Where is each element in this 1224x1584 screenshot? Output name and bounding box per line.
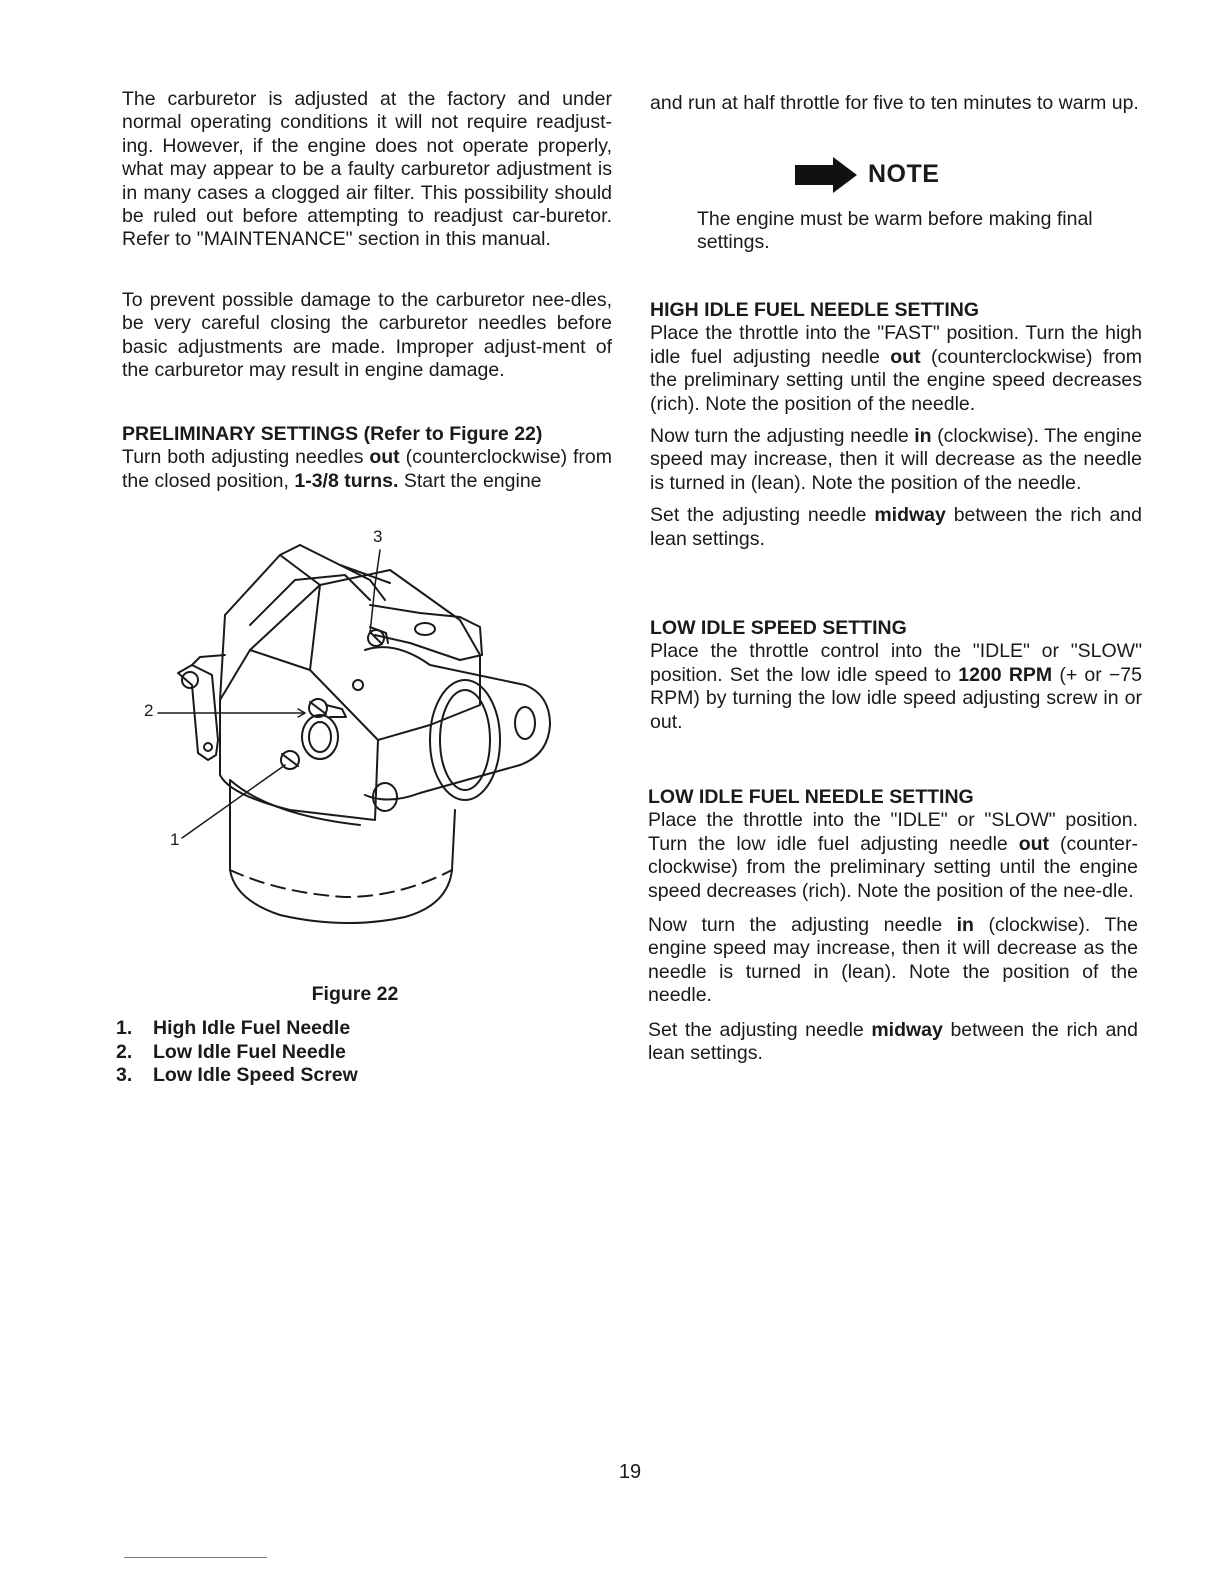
low-fuel-paragraph-1: Place the throttle into the "IDLE" or "SLOW" position. Turn the low idle fuel adjusting needle out (counter-clockwise) from the preliminary setting until the engine speed decreases (rich). Note the position of the nee-dle. bbox=[648, 809, 1138, 902]
low-fuel-paragraph-2: Now turn the adjusting needle in (clockwise). The engine speed may increase, then it will decrease as the needle is turned in (lean). Note the position of the needle. bbox=[648, 914, 1138, 1007]
low-speed-section bbox=[650, 617, 1142, 734]
prelim-section bbox=[122, 423, 612, 493]
callout-1: 1 bbox=[170, 830, 180, 849]
prelim-heading: PRELIMINARY SETTINGS (Refer to Figure 22) bbox=[122, 423, 543, 445]
continuation bbox=[650, 92, 1142, 115]
page-number: 19 bbox=[618, 1461, 642, 1483]
figure-caption: Figure 22 bbox=[311, 983, 399, 1005]
mounting-flange bbox=[365, 647, 550, 799]
high-idle-paragraph-2: Now turn the adjusting needle in (clockwise). The engine speed may increase, then it will decrease as the needle is turned in (lean). Note the position of the needle. bbox=[650, 425, 1143, 494]
legend-item: 1. High Idle Fuel Needle bbox=[116, 1017, 351, 1039]
note-text: The engine must be warm before making final settings. bbox=[697, 208, 1093, 254]
warning-paragraph: To prevent possible damage to the carburetor nee-dles, be very careful closing the carburetor needles before basic adjustments are made. Improper adjust-ment of the carburetor may result in engine damage. bbox=[122, 289, 612, 382]
left-column bbox=[122, 88, 612, 252]
note-label: NOTE bbox=[868, 160, 940, 188]
intro-paragraph: The carburetor is adjusted at the factory and under normal operating conditions it will not require readjust-ing. However, if the engine does not operate properly, what may appear to be a faulty carburetor adjustment is in many cases a clogged air filter. This possibility should be ruled out before attempting to readjust car-buretor. Refer to "MAINTENANCE" section in this manual. bbox=[122, 88, 612, 251]
high-idle-section bbox=[650, 299, 1142, 551]
footer-rule bbox=[124, 1557, 267, 1558]
low-fuel-heading: LOW IDLE FUEL NEEDLE SETTING bbox=[648, 786, 974, 808]
callout-leader-1 bbox=[182, 765, 285, 838]
legend-item: 2. Low Idle Fuel Needle bbox=[116, 1040, 346, 1063]
prelim-paragraph: Turn both adjusting needles out (counterclockwise) from the closed position, 1-3/8 turns. Start the engine bbox=[122, 446, 612, 492]
low-speed-paragraph: Place the throttle control into the "IDLE" or "SLOW" position. Set the low idle speed to 1200 RPM (+ or −75 RPM) by turning the low idle speed adjusting screw in or out. bbox=[650, 640, 1142, 733]
callout-2: 2 bbox=[144, 701, 154, 720]
carburetor-figure bbox=[130, 525, 570, 945]
low-fuel-section bbox=[648, 786, 1138, 1065]
low-speed-heading: LOW IDLE SPEED SETTING bbox=[650, 617, 907, 639]
callout-3: 3 bbox=[373, 527, 383, 546]
high-idle-paragraph-3: Set the adjusting needle midway between the rich and lean settings. bbox=[650, 504, 1142, 550]
carburetor-drawing bbox=[130, 525, 570, 945]
left-column-2 bbox=[122, 289, 612, 383]
high-idle-paragraph-1: Place the throttle into the "FAST" position. Turn the high idle fuel adjusting needle out (counterclockwise) from the preliminary setting until the engine speed decreases (rich). Note the position of the needle. bbox=[650, 322, 1142, 415]
continuation-paragraph: and run at half throttle for five to ten minutes to warm up. bbox=[650, 92, 1139, 114]
low-fuel-paragraph-3: Set the adjusting needle midway between the rich and lean settings. bbox=[648, 1018, 1138, 1065]
figure-legend bbox=[116, 1017, 358, 1088]
legend-item: 3. Low Idle Speed Screw bbox=[116, 1064, 358, 1087]
high-idle-heading: HIGH IDLE FUEL NEEDLE SETTING bbox=[650, 299, 979, 321]
